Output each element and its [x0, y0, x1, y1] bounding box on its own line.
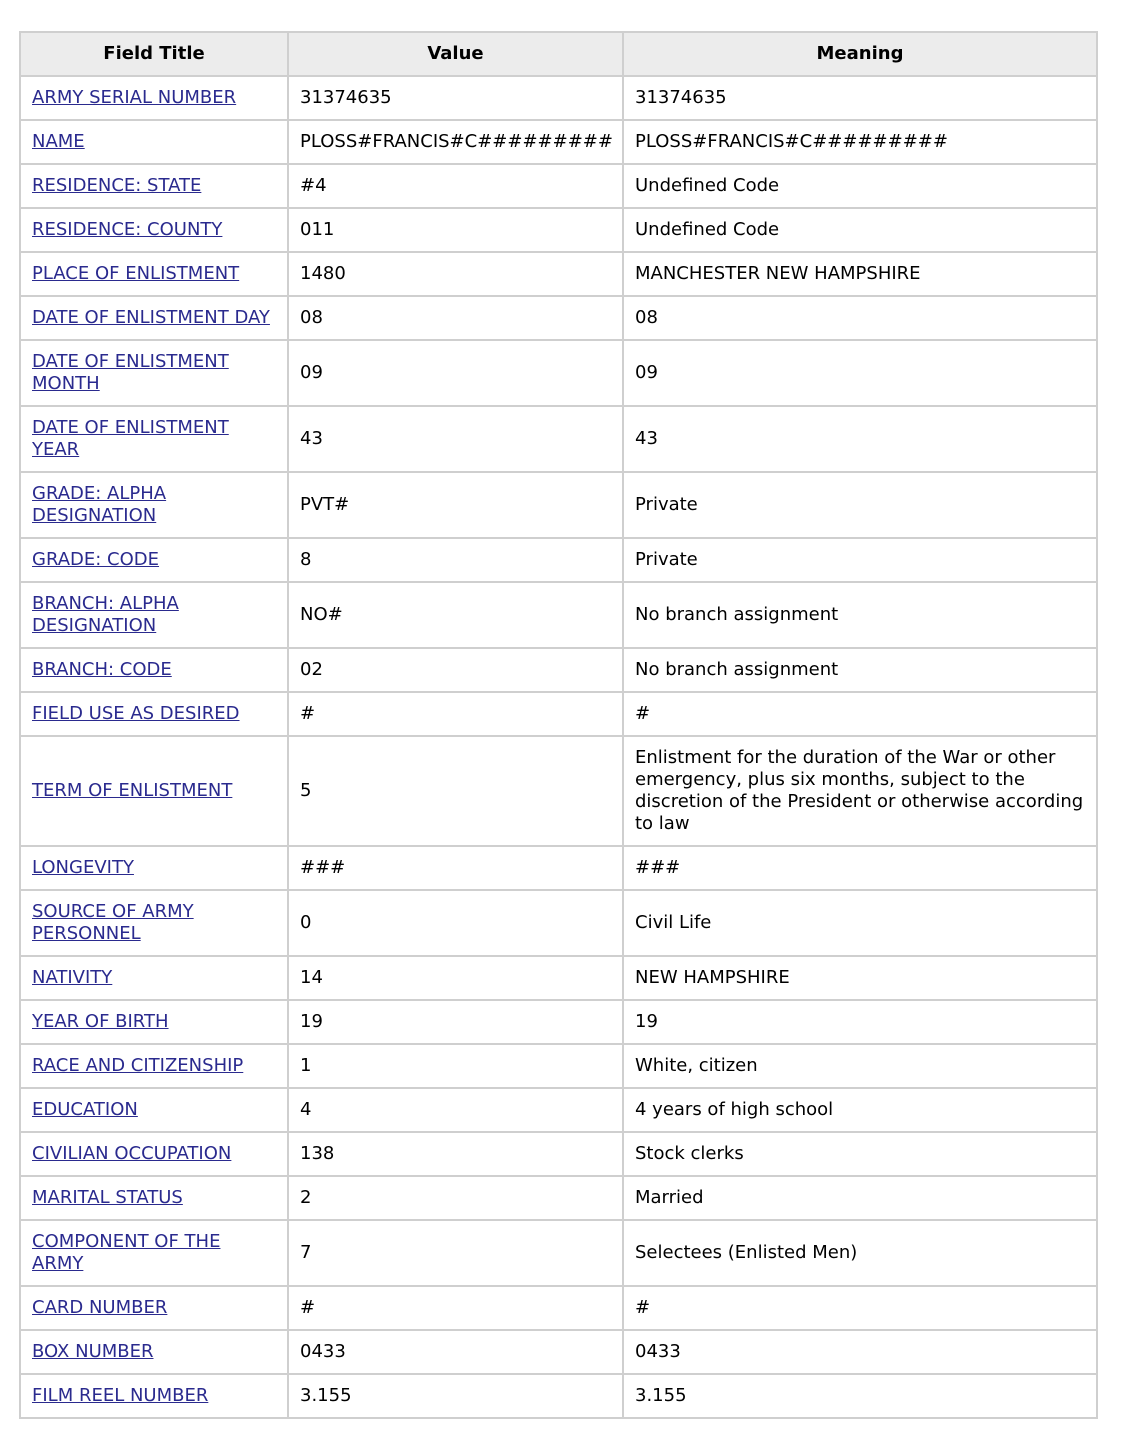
field-title-link[interactable]: NATIVITY [32, 967, 113, 988]
field-title-link[interactable]: PLACE OF ENLISTMENT [32, 263, 240, 284]
meaning-cell: Private [623, 538, 1097, 582]
meaning-cell: Undefined Code [623, 208, 1097, 252]
meaning-cell: # [623, 1286, 1097, 1330]
table-row [20, 76, 1097, 120]
field-title-link[interactable]: NAME [32, 131, 85, 152]
value-cell: 2 [288, 1176, 623, 1220]
meaning-cell: ### [623, 846, 1097, 890]
meaning-cell: Private [623, 472, 1097, 538]
meaning-cell: Selectees (Enlisted Men) [623, 1220, 1097, 1286]
value-cell: 43 [288, 406, 623, 472]
field-title-link[interactable]: YEAR OF BIRTH [32, 1011, 169, 1032]
table-row [20, 648, 1097, 692]
table-row [20, 340, 1097, 406]
header-value: Value [288, 32, 623, 76]
field-title-link[interactable]: FIELD USE AS DESIRED [32, 703, 240, 724]
table-row [20, 1132, 1097, 1176]
table-row [20, 1176, 1097, 1220]
meaning-cell: 43 [623, 406, 1097, 472]
value-cell: 31374635 [288, 76, 623, 120]
table-row [20, 252, 1097, 296]
meaning-cell: 0433 [623, 1330, 1097, 1374]
value-cell: 138 [288, 1132, 623, 1176]
table-row [20, 164, 1097, 208]
table-row [20, 208, 1097, 252]
field-title-link[interactable]: LONGEVITY [32, 857, 134, 878]
value-cell: 14 [288, 956, 623, 1000]
table-row [20, 1286, 1097, 1330]
meaning-cell: White, citizen [623, 1044, 1097, 1088]
meaning-cell: Civil Life [623, 890, 1097, 956]
meaning-cell: 4 years of high school [623, 1088, 1097, 1132]
table-row [20, 406, 1097, 472]
table-row [20, 736, 1097, 846]
table-row [20, 1000, 1097, 1044]
field-title-link[interactable]: CARD NUMBER [32, 1297, 168, 1318]
field-title-link[interactable]: SOURCE OF ARMY PERSONNEL [32, 901, 194, 944]
table-row [20, 1330, 1097, 1374]
table-row [20, 1044, 1097, 1088]
meaning-cell: 31374635 [623, 76, 1097, 120]
value-cell: NO# [288, 582, 623, 648]
meaning-cell: Stock clerks [623, 1132, 1097, 1176]
meaning-cell: MANCHESTER NEW HAMPSHIRE [623, 252, 1097, 296]
value-cell: # [288, 692, 623, 736]
value-cell: 0433 [288, 1330, 623, 1374]
table-row [20, 1088, 1097, 1132]
field-title-link[interactable]: GRADE: CODE [32, 549, 160, 570]
value-cell: 1 [288, 1044, 623, 1088]
field-title-link[interactable]: RESIDENCE: COUNTY [32, 219, 223, 240]
field-title-link[interactable]: CIVILIAN OCCUPATION [32, 1143, 232, 1164]
value-cell: 1480 [288, 252, 623, 296]
table-row [20, 956, 1097, 1000]
value-cell: 8 [288, 538, 623, 582]
field-title-link[interactable]: BOX NUMBER [32, 1341, 154, 1362]
value-cell: # [288, 1286, 623, 1330]
field-title-link[interactable]: RESIDENCE: STATE [32, 175, 202, 196]
header-field-title: Field Title [20, 32, 288, 76]
field-title-link[interactable]: FILM REEL NUMBER [32, 1385, 209, 1406]
field-title-link[interactable]: BRANCH: ALPHA DESIGNATION [32, 593, 179, 636]
meaning-cell: NEW HAMPSHIRE [623, 956, 1097, 1000]
table-row [20, 692, 1097, 736]
value-cell: #4 [288, 164, 623, 208]
field-title-link[interactable]: MARITAL STATUS [32, 1187, 183, 1208]
value-cell: ### [288, 846, 623, 890]
value-cell: PVT# [288, 472, 623, 538]
value-cell: 09 [288, 340, 623, 406]
table-row [20, 846, 1097, 890]
table-row [20, 472, 1097, 538]
field-title-link[interactable]: DATE OF ENLISTMENT DAY [32, 307, 270, 328]
value-cell: 7 [288, 1220, 623, 1286]
header-meaning: Meaning [623, 32, 1097, 76]
table-row [20, 890, 1097, 956]
meaning-cell: Enlistment for the duration of the War or other emergency, plus six months, subject to the discretion of the President or otherwise according to law [623, 736, 1097, 846]
table-row [20, 538, 1097, 582]
field-title-link[interactable]: EDUCATION [32, 1099, 138, 1120]
meaning-cell: # [623, 692, 1097, 736]
field-title-link[interactable]: DATE OF ENLISTMENT YEAR [32, 417, 229, 460]
value-cell: 19 [288, 1000, 623, 1044]
value-cell: 0 [288, 890, 623, 956]
value-cell: 4 [288, 1088, 623, 1132]
field-title-link[interactable]: DATE OF ENLISTMENT MONTH [32, 351, 229, 394]
value-cell: 08 [288, 296, 623, 340]
header-row [20, 32, 1097, 76]
field-title-link[interactable]: BRANCH: CODE [32, 659, 172, 680]
meaning-cell: 19 [623, 1000, 1097, 1044]
table-row [20, 1374, 1097, 1418]
meaning-cell: No branch assignment [623, 648, 1097, 692]
meaning-cell: 09 [623, 340, 1097, 406]
table-row [20, 1220, 1097, 1286]
field-title-link[interactable]: COMPONENT OF THE ARMY [32, 1231, 221, 1274]
value-cell: 02 [288, 648, 623, 692]
meaning-cell: 3.155 [623, 1374, 1097, 1418]
meaning-cell: Married [623, 1176, 1097, 1220]
field-title-link[interactable]: ARMY SERIAL NUMBER [32, 87, 237, 108]
table-row [20, 120, 1097, 164]
value-cell: 3.155 [288, 1374, 623, 1418]
value-cell: 011 [288, 208, 623, 252]
value-cell: 5 [288, 736, 623, 846]
table-row [20, 296, 1097, 340]
record-table [19, 31, 1098, 1419]
field-title-link[interactable]: TERM OF ENLISTMENT [32, 780, 233, 801]
field-title-link[interactable]: RACE AND CITIZENSHIP [32, 1055, 244, 1076]
meaning-cell: PLOSS#FRANCIS#C######### [623, 120, 1097, 164]
meaning-cell: Undefined Code [623, 164, 1097, 208]
field-title-link[interactable]: GRADE: ALPHA DESIGNATION [32, 483, 167, 526]
meaning-cell: No branch assignment [623, 582, 1097, 648]
value-cell: PLOSS#FRANCIS#C######### [288, 120, 623, 164]
table-row [20, 582, 1097, 648]
meaning-cell: 08 [623, 296, 1097, 340]
